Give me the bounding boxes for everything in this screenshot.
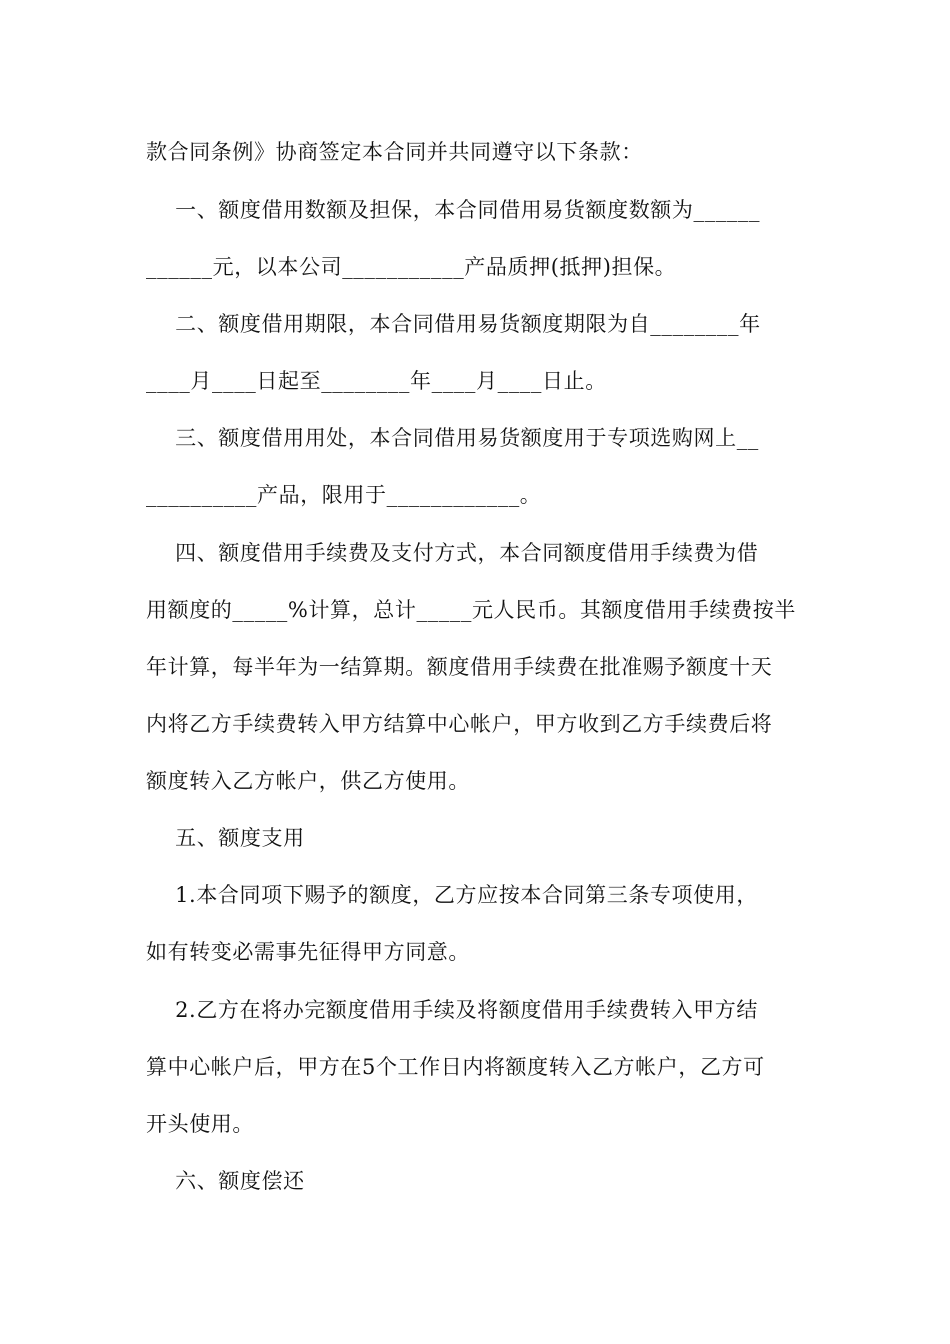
- text-line: 三、额度借用用处，本合同借用易货额度用于专项选购网上__: [146, 426, 759, 450]
- text-line: 如有转变必需事先征得甲方同意。: [146, 940, 470, 964]
- text-line: __________产品，限用于____________。: [146, 483, 542, 507]
- text-line: 内将乙方手续费转入甲方结算中心帐户，甲方收到乙方手续费后将: [146, 712, 773, 736]
- text-line: 1.本合同项下赐予的额度，乙方应按本合同第三条专项使用，: [146, 883, 758, 907]
- text-line: ____月____日起至________年____月____日止。: [146, 369, 607, 393]
- text-line: 款合同条例》协商签定本合同并共同遵守以下条款：: [146, 140, 643, 164]
- section-heading: 五、额度支用: [146, 826, 305, 850]
- text-line: 用额度的_____%计算，总计_____元人民币。其额度借用手续费按半: [146, 598, 796, 622]
- text-line: 一、额度借用数额及担保，本合同借用易货额度数额为______: [146, 198, 761, 222]
- text-line: ______元，以本公司___________产品质押(抵押)担保。: [146, 255, 677, 279]
- text-line: 年计算，每半年为一结算期。额度借用手续费在批准赐予额度十天: [146, 655, 773, 679]
- text-line: 二、额度借用期限，本合同借用易货额度期限为自________年: [146, 312, 761, 336]
- text-line: 四、额度借用手续费及支付方式，本合同额度借用手续费为借: [146, 541, 759, 565]
- text-line: 额度转入乙方帐户，供乙方使用。: [146, 769, 470, 793]
- text-line: 2.乙方在将办完额度借用手续及将额度借用手续费转入甲方结: [146, 998, 758, 1022]
- section-heading: 六、额度偿还: [146, 1169, 305, 1193]
- text-line: 算中心帐户后，甲方在5个工作日内将额度转入乙方帐户，乙方可: [146, 1055, 765, 1079]
- text-line: 开头使用。: [146, 1112, 254, 1136]
